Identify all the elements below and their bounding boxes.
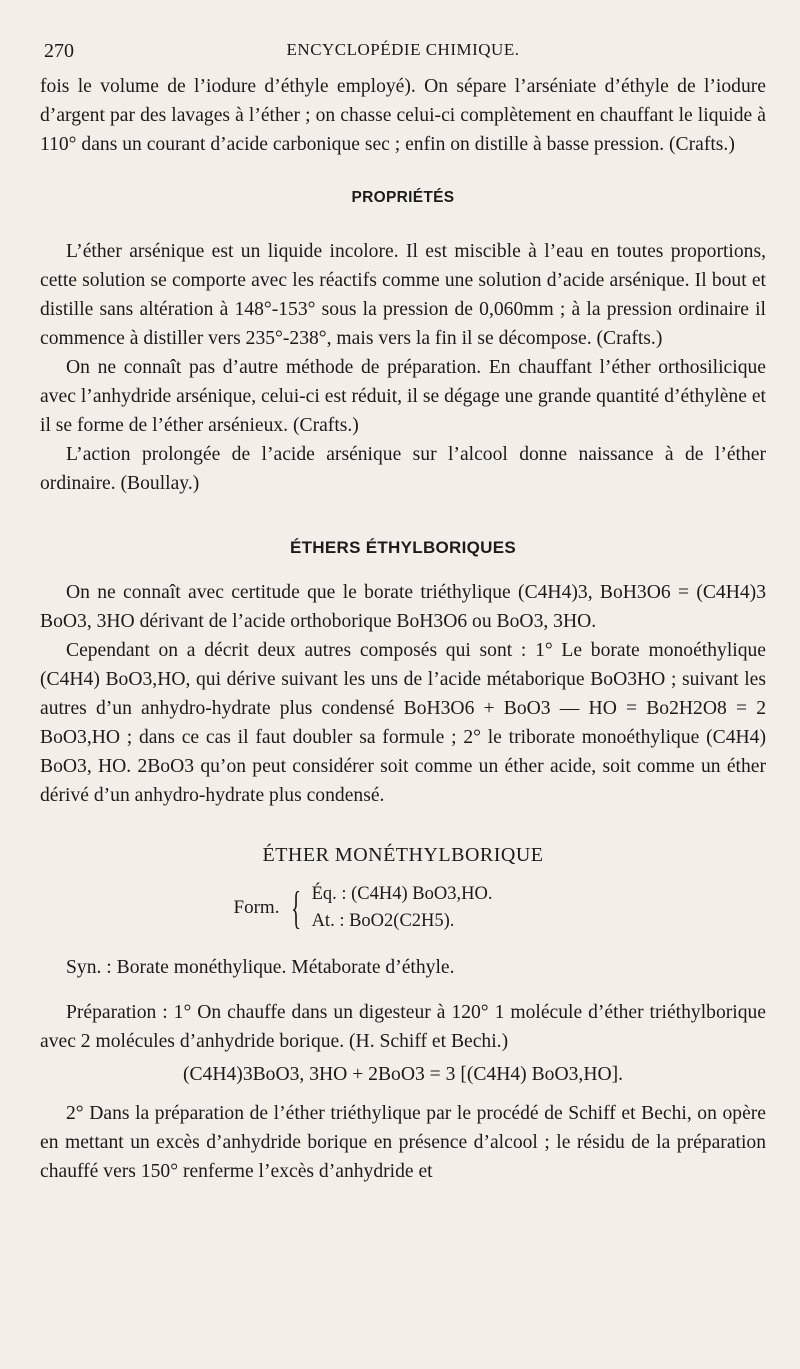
paragraph-autres-composes: Cependant on a décrit deux autres composés qui sont : 1° Le borate monoéthylique (C4H4) BoO3,HO, qui dérive suivant les uns de l’acide métaborique BoO3HO ; suivant les autres d’un anhydro-hydrate plus condensé BoH3O6 + BoO3 — HO = Bo2H2O8 = 2 BoO3,HO ; dans ce cas il faut doubler sa formule ; 2° le triborate monoéthylique (C4H4) BoO3, HO. 2BoO3 qu’on peut considérer soit comme un éther acide, soit comme un éther dérivé d’un anhydro-hydrate plus condensé.: [40, 640, 766, 806]
paragraph-arseniate-preparation: fois le volume de l’iodure d’éthyle employé). On sépare l’arséniate d’éthyle de l’iodure d’argent par des lavages à l’éther ; on chasse celui-ci complètement en chauffant le liquide à 110° dans un courant d’acide carbonique sec ; enfin on distille à basse pression. (Crafts.): [40, 76, 766, 155]
section-title-proprietes: PROPRIÉTÉS: [351, 189, 455, 206]
page-number: 270: [44, 40, 74, 62]
running-head: ENCYCLOPÉDIE CHIMIQUE.: [286, 40, 520, 59]
formula-lines: [312, 881, 493, 935]
paragraph-borate-triethylique: On ne connaît avec certitude que le borate triéthylique (C4H4)3, BoH3O6 = (C4H4)3 BoO3, 3HO dérivant de l’acide orthoborique BoH3O6 ou BoO3, 3HO.: [40, 582, 766, 632]
formula-equivalent: Éq. : (C4H4) BoO3,HO.: [311, 884, 493, 904]
paragraph-preparation-2: 2° Dans la préparation de l’éther triéthylique par le procédé de Schiff et Bechi, on opère en mettant un excès d’anhydride borique en présence d’alcool ; le résidu de la préparation chauffé vers 150° renferme l’excès d’anhydride et: [40, 1103, 766, 1182]
paragraph-action-prolongee: L’action prolongée de l’acide arsénique sur l’alcool donne naissance à de l’éther ordinaire. (Boullay.): [40, 444, 766, 494]
section-title-ethers-ethylboriques: ÉTHERS ÉTHYLBORIQUES: [289, 538, 517, 557]
synonyms: Syn. : Borate monéthylique. Métaborate d’éthyle.: [66, 957, 455, 978]
compound-title: ÉTHER MONÉTHYLBORIQUE: [262, 844, 544, 866]
formula-block: [0, 881, 766, 935]
paragraph-proprietes: L’éther arsénique est un liquide incolore. Il est miscible à l’eau en toutes proportions, cette solution se comporte avec les réactifs comme une solution d’acide arsénique. Il bout et distille sans altération à 148°-153° sous la pression de 0,060mm ; à la pression ordinaire il commence à distiller vers 235°-238°, mais vers la fin il se décompose. (Crafts.): [40, 241, 766, 349]
reaction-equation: (C4H4)3BoO3, 3HO + 2BoO3 = 3 [(C4H4) BoO3,HO].: [182, 1064, 624, 1085]
brace-symbol: {: [291, 882, 302, 933]
paragraph-preparation-1: Préparation : 1° On chauffe dans un digesteur à 120° 1 molécule d’éther triéthylborique avec 2 molécules d’anhydride borique. (H. Schiff et Bechi.): [40, 1002, 766, 1052]
paragraph-autre-methode: On ne connaît pas d’autre méthode de préparation. En chauffant l’éther orthosilicique avec l’anhydride arsénique, celui-ci est réduit, il se dégage une grande quantité d’éthylène et il se forme de l’éther arsénieux. (Crafts.): [40, 357, 766, 436]
page-header: [40, 36, 766, 72]
formula-atomic: At. : BoO2(C2H5).: [311, 911, 455, 931]
formula-label: Form.: [233, 897, 280, 918]
